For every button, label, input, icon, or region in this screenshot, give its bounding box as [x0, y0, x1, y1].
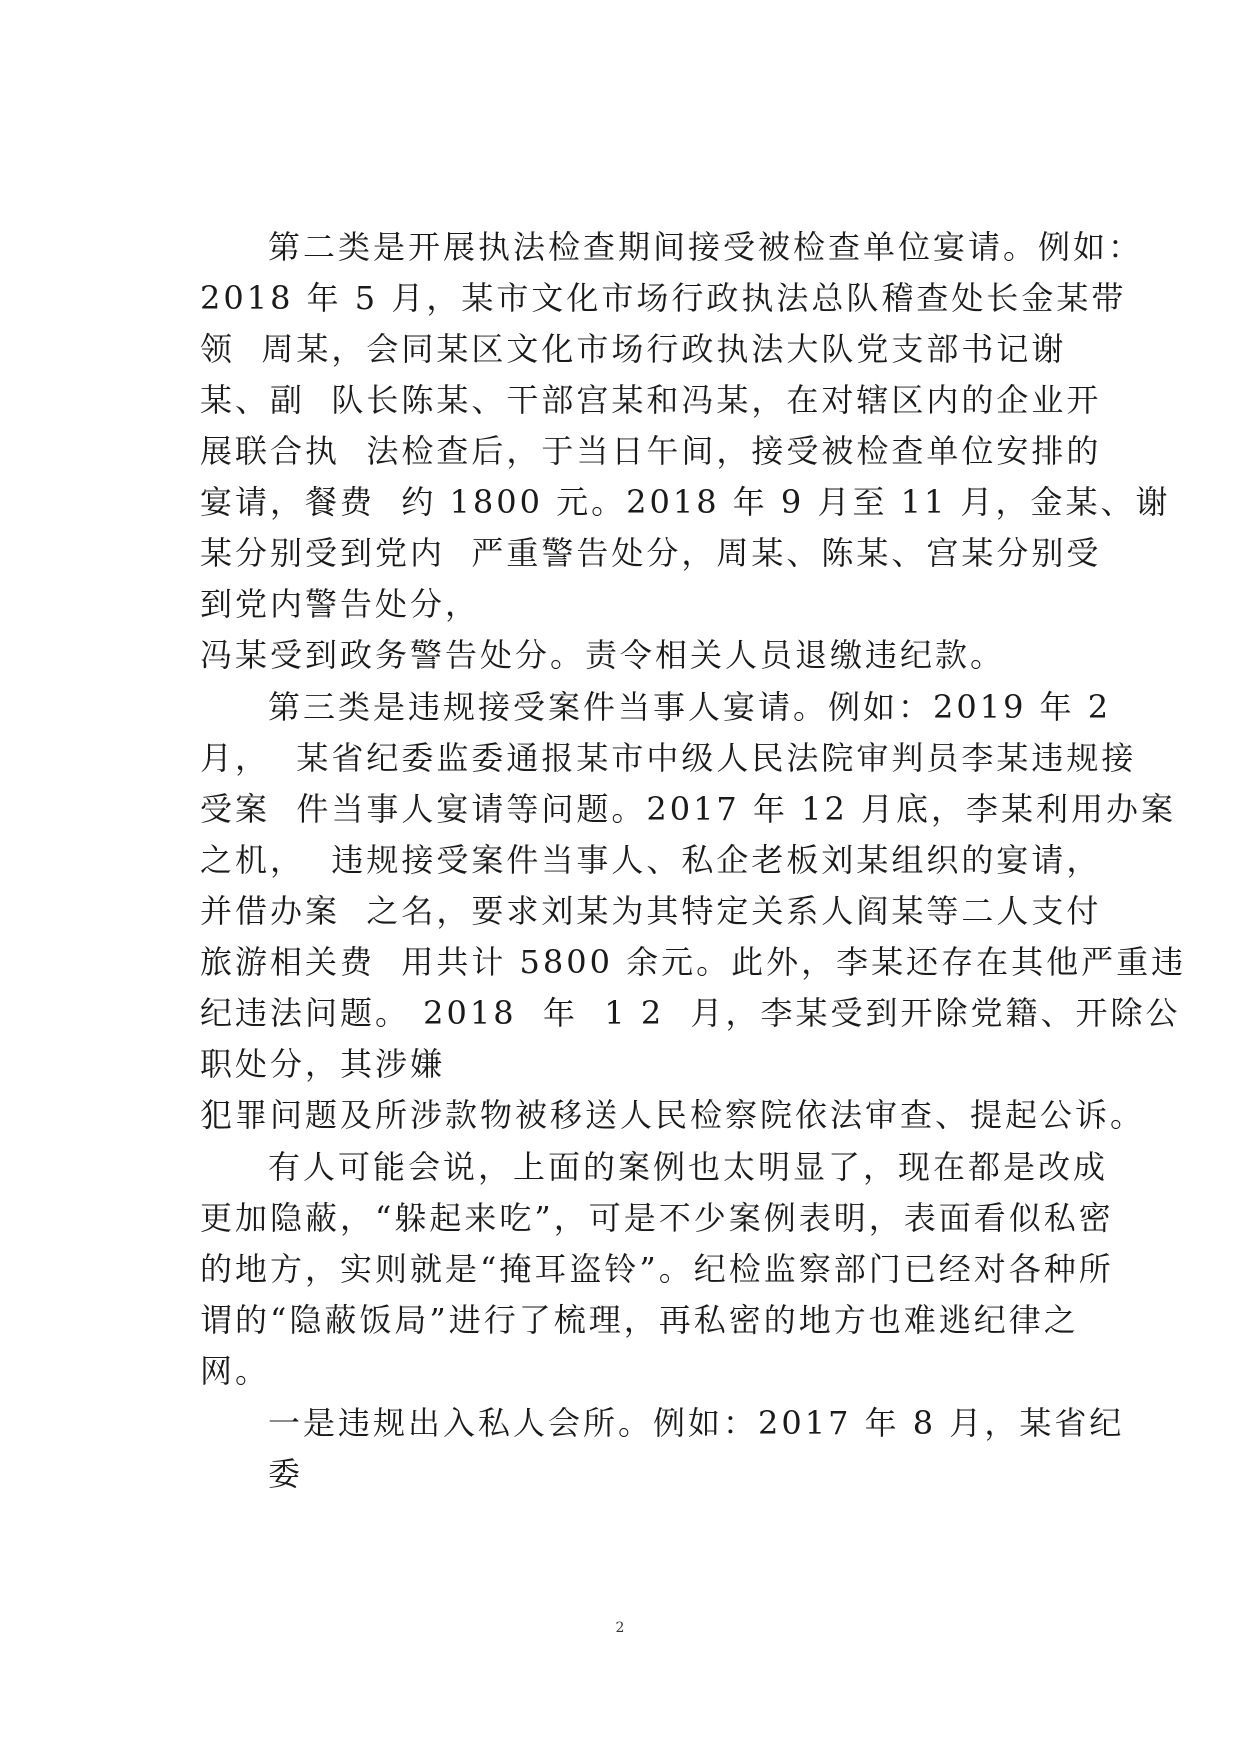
text-line: 到党内警告处分， — [200, 585, 481, 623]
text-line: 谓的“隐蔽饭局”进行了梳理，再私密的地方也难逃纪律之 — [200, 1301, 1079, 1339]
paragraph-category-two — [200, 222, 1171, 681]
text-line: 职处分，其涉嫌 — [200, 1045, 446, 1083]
text-line: 2018 年 5 月，某市文化市场行政执法总队稽查处长金某带 — [200, 279, 1127, 317]
text-line: 有人可能会说，上面的案例也太明显了，现在都是改成 — [268, 1148, 1109, 1186]
text-line: 第二类是开展执法检查期间接受被检查单位宴请。例如： — [268, 228, 1144, 266]
text-line: 月， 某省纪委监委通报某市中级人民法院审判员李某违规接 — [200, 739, 1137, 777]
text-line: 宴请，餐费 约 1800 元。2018 年 9 月至 11 月，金某、谢 — [200, 483, 1171, 521]
text-line: 的地方，实则就是“掩耳盗铃”。纪检监察部门已经对各种所 — [200, 1250, 1114, 1288]
text-line: 网。 — [200, 1352, 271, 1390]
text-line: 之机， 违规接受案件当事人、私企老板刘某组织的宴请， — [200, 841, 1102, 879]
text-line: 某、副 队长陈某、干部宫某和冯某，在对辖区内的企业开 — [200, 381, 1102, 419]
text-line: 并借办案 之名，要求刘某为其特定关系人阎某等二人支付 — [200, 892, 1102, 930]
text-line: 展联合执 法检查后，于当日午间，接受被检查单位安排的 — [200, 432, 1102, 470]
page-number: 2 — [615, 1620, 625, 1636]
text-line: 委 — [268, 1455, 304, 1493]
text-line: 领 周某，会同某区文化市场行政执法大队党支部书记谢 — [200, 330, 1067, 368]
paragraph-category-three — [200, 682, 1187, 1141]
text-line: 一是违规出入私人会所。例如：2017 年 8 月，某省纪 — [268, 1404, 1125, 1442]
text-line: 旅游相关费 用共计 5800 余元。此外，李某还存在其他严重违 — [200, 943, 1187, 981]
text-line: 某分别受到党内 严重警告处分，周某、陈某、宫某分别受 — [200, 534, 1102, 572]
text-line: 更加隐蔽，“躲起来吃”，可是不少案例表明，表面看似私密 — [200, 1199, 1114, 1237]
text-line: 第三类是违规接受案件当事人宴请。例如：2019 年 2 — [268, 688, 1112, 726]
paragraph-hidden-banquets — [200, 1142, 1114, 1397]
text-line: 犯罪问题及所涉款物被移送人民检察院依法审查、提起公诉。 — [200, 1096, 1146, 1134]
body-text — [200, 222, 1187, 1501]
paragraph-private-clubs — [200, 1398, 1125, 1500]
text-line: 冯某受到政务警告处分。责令相关人员退缴违纪款。 — [200, 636, 1006, 674]
text-line: 纪违法问题。 2018 年 1 2 月，李某受到开除党籍、开除公 — [200, 994, 1181, 1032]
text-line: 受案 件当事人宴请等问题。2017 年 12 月底，李某利用办案 — [200, 790, 1177, 828]
